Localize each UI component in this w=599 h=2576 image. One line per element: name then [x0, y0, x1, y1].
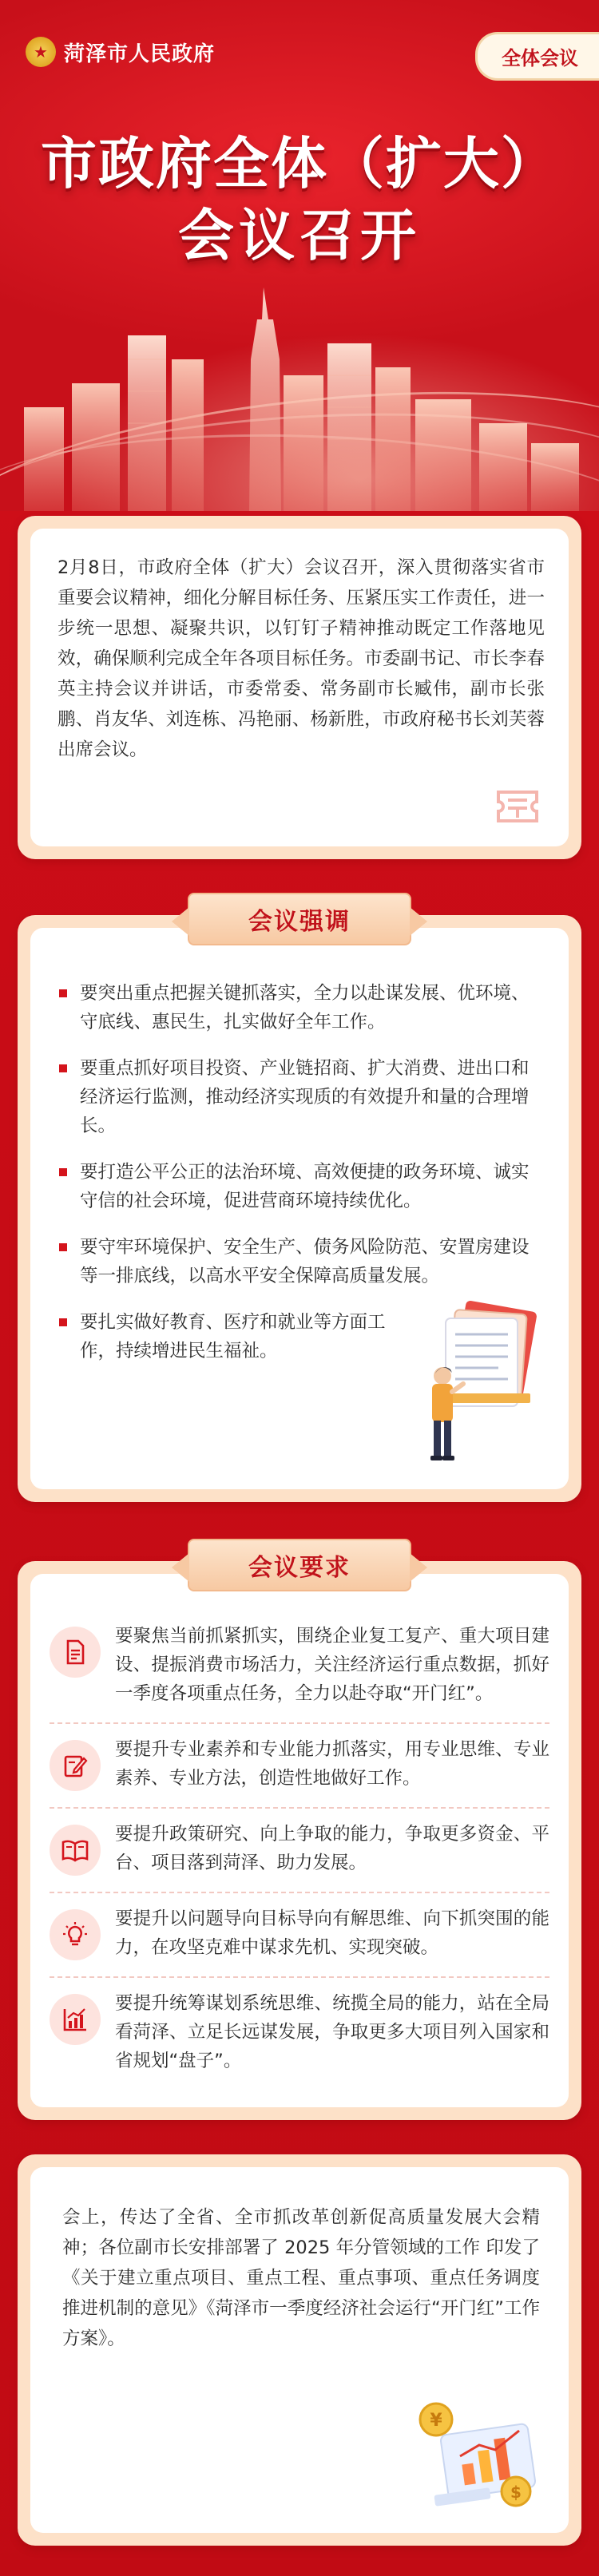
requirement-item [50, 1809, 549, 1893]
document-icon [50, 1627, 101, 1678]
title-line-2: 会议召开 [178, 202, 421, 268]
intro-card-body [30, 529, 569, 846]
emphasis-card [18, 908, 581, 1502]
ticket-icon [494, 786, 541, 827]
requirement-item [50, 1724, 549, 1809]
edit-icon [50, 1740, 101, 1791]
emphasis-item: 要重点抓好项目投资、产业链招商、扩大消费、进出口和经济运行监测，推动经济实现质的有效提升和量的合理增长。 [58, 1054, 545, 1140]
closing-card [18, 2154, 581, 2546]
section-heading-requirements: 会议要求 [188, 1539, 411, 1591]
chart-icon [50, 1994, 101, 2045]
national-emblem-icon: ★ [26, 37, 56, 67]
city-skyline-illustration [0, 287, 599, 511]
section-heading-emphasis: 会议强调 [188, 893, 411, 945]
emphasis-card-body [30, 928, 569, 1489]
requirement-text: 要提升专业素养和专业能力抓落实，用专业思维、专业素养、专业方法，创造性地做好工作。 [115, 1739, 549, 1789]
page-title [0, 128, 599, 271]
requirement-item [50, 1611, 549, 1724]
svg-text:¥: ¥ [430, 2411, 442, 2431]
gov-logo[interactable] [26, 37, 215, 67]
svg-text:$: $ [510, 2483, 522, 2502]
emphasis-item: 要守牢环境保护、安全生产、债务风险防范、安置房建设等一排底线，以高水平安全保障高质量发展。 [58, 1233, 545, 1290]
requirement-text: 要聚焦当前抓紧抓实，围绕企业复工复产、重大项目建设、提振消费市场活力，关注经济运行重点数据，抓好一季度各项重点任务，全力以赴夺取“开门红”。 [115, 1626, 549, 1704]
finance-chart-illustration [412, 2397, 548, 2517]
emphasis-item: 要突出重点把握关键抓落实，全力以赴谋发展、优环境、守底线、惠民生，扎实做好全年工作。 [58, 979, 545, 1036]
requirement-text: 要提升以问题导向目标导向有解思维、向下抓突围的能力，在攻坚克难中谋求先机、实现突破。 [115, 1908, 549, 1958]
gov-name: 菏泽市人民政府 [64, 42, 216, 66]
requirements-list [30, 1574, 569, 2090]
intro-text: 2月8日，市政府全体（扩大）会议召开，深入贯彻落实省市重要会议精神，细化分解目标任务、压紧压实工作责任，进一步统一思想、凝聚共识，以钉钉子精神推动既定工作落地见效，确保顺利完成全年各项目标任务。市委副书记、市长李春英主持会议并讲话，市委常委、常务副市长臧伟，副市长张鹏、肖友华、刘连栋、冯艳丽、杨新胜，市政府秘书长刘芙蓉出席会议。 [58, 557, 545, 760]
emphasis-item: 要打造公平公正的法治环境、高效便捷的政务环境、诚实守信的社会环境，促进营商环境持续优化。 [58, 1158, 545, 1215]
title-line-1: 市政府全体（扩大） [41, 130, 558, 196]
requirement-item [50, 1978, 549, 2090]
requirement-text: 要提升统筹谋划系统思维、统揽全局的能力，站在全局看菏泽、立足长远谋发展，争取更多大项目列入国家和省规划“盘子”。 [115, 1993, 549, 2071]
reading-person-illustration [411, 1298, 546, 1465]
category-tag: 全体会议 [475, 32, 599, 81]
intro-card [18, 516, 581, 859]
requirements-card-body [30, 1574, 569, 2107]
closing-card-body [30, 2167, 569, 2533]
requirements-card [18, 1554, 581, 2120]
emphasis-item: 要扎实做好教育、医疗和就业等方面工作，持续增进民生福祉。 [58, 1308, 545, 1365]
header-banner [0, 0, 599, 511]
requirement-item [50, 1893, 549, 1978]
book-icon [50, 1825, 101, 1876]
lightbulb-icon [50, 1909, 101, 1960]
closing-text: 会上，传达了全省、全市抓改革创新促高质量发展大会精神；各位副市长安排部署了 2025 年分管领域的工作 印发了《关于建立重点项目、重点工程、重点事项、重点任务调度推进机制的意见》《菏泽市一季度经济社会运行“开门红”工作方案》。 [62, 2207, 540, 2349]
requirement-text: 要提升政策研究、向上争取的能力，争取更多资金、平台、项目落到菏泽、助力发展。 [115, 1824, 549, 1873]
